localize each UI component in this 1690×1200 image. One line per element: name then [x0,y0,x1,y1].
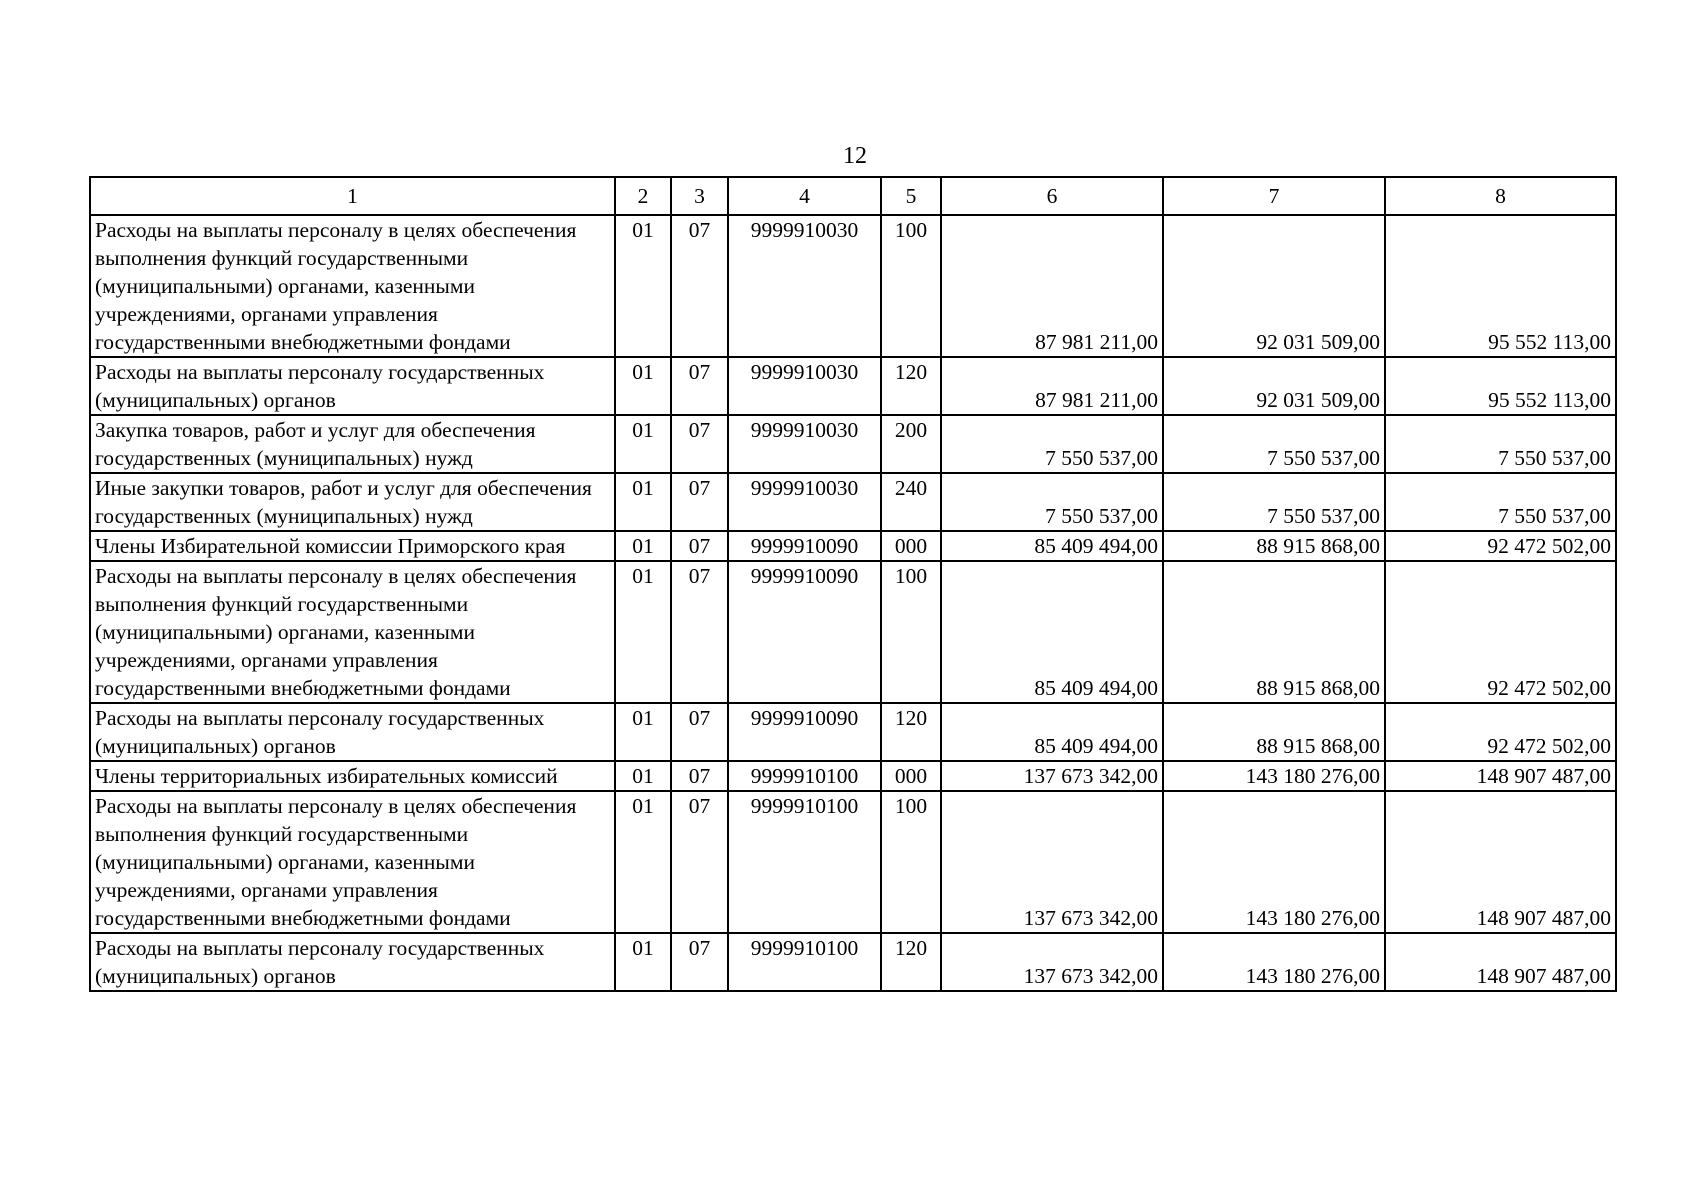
amount-cell: 92 472 502,00 [1385,561,1616,703]
column-header: 8 [1385,177,1616,215]
subsection-code-cell: 07 [671,561,728,703]
amount-cell: 7 550 537,00 [941,473,1163,531]
expense-type-cell: 000 [881,531,941,561]
target-code-cell: 9999910100 [728,761,881,791]
table-row [90,703,1616,761]
subsection-code-cell: 07 [671,703,728,761]
column-header: 6 [941,177,1163,215]
target-code-cell: 9999910030 [728,473,881,531]
table-row [90,215,1616,357]
amount-cell: 95 552 113,00 [1385,215,1616,357]
table-row [90,561,1616,703]
page-number: 12 [843,143,867,169]
row-name-cell: Расходы на выплаты персоналу в целях обеспечения выполнения функций государственными (муниципальными) органами, казенными учреждениями, органами управления государственными внебюджетными фондами [90,561,615,703]
subsection-code-cell: 07 [671,357,728,415]
amount-cell: 148 907 487,00 [1385,761,1616,791]
table-row [90,933,1616,991]
column-header: 5 [881,177,941,215]
subsection-code-cell: 07 [671,415,728,473]
section-code-cell: 01 [615,791,671,933]
expense-type-cell: 120 [881,703,941,761]
amount-cell: 92 031 509,00 [1163,357,1385,415]
column-header: 3 [671,177,728,215]
row-name-cell: Расходы на выплаты персоналу государственных (муниципальных) органов [90,703,615,761]
table-row [90,415,1616,473]
amount-cell: 92 472 502,00 [1385,703,1616,761]
column-header: 2 [615,177,671,215]
amount-cell: 88 915 868,00 [1163,531,1385,561]
amount-cell: 7 550 537,00 [1385,415,1616,473]
section-code-cell: 01 [615,761,671,791]
subsection-code-cell: 07 [671,531,728,561]
expense-type-cell: 000 [881,761,941,791]
section-code-cell: 01 [615,357,671,415]
row-name-cell: Закупка товаров, работ и услуг для обеспечения государственных (муниципальных) нужд [90,415,615,473]
target-code-cell: 9999910090 [728,531,881,561]
column-header: 4 [728,177,881,215]
target-code-cell: 9999910030 [728,215,881,357]
target-code-cell: 9999910100 [728,791,881,933]
row-name-cell: Расходы на выплаты персоналу в целях обеспечения выполнения функций государственными (муниципальными) органами, казенными учреждениями, органами управления государственными внебюджетными фондами [90,215,615,357]
subsection-code-cell: 07 [671,791,728,933]
subsection-code-cell: 07 [671,215,728,357]
row-name-cell: Расходы на выплаты персоналу в целях обеспечения выполнения функций государственными (муниципальными) органами, казенными учреждениями, органами управления государственными внебюджетными фондами [90,791,615,933]
table-row [90,791,1616,933]
amount-cell: 88 915 868,00 [1163,561,1385,703]
target-code-cell: 9999910030 [728,357,881,415]
budget-table [89,176,1617,992]
amount-cell: 85 409 494,00 [941,531,1163,561]
amount-cell: 7 550 537,00 [1163,415,1385,473]
expense-type-cell: 120 [881,357,941,415]
row-name-cell: Члены территориальных избирательных комиссий [90,761,615,791]
amount-cell: 143 180 276,00 [1163,933,1385,991]
section-code-cell: 01 [615,415,671,473]
amount-cell: 7 550 537,00 [1163,473,1385,531]
target-code-cell: 9999910090 [728,703,881,761]
amount-cell: 137 673 342,00 [941,791,1163,933]
row-name-cell: Иные закупки товаров, работ и услуг для обеспечения государственных (муниципальных) нужд [90,473,615,531]
amount-cell: 143 180 276,00 [1163,791,1385,933]
table-header-row [90,177,1616,215]
amount-cell: 95 552 113,00 [1385,357,1616,415]
section-code-cell: 01 [615,561,671,703]
row-name-cell: Расходы на выплаты персоналу государственных (муниципальных) органов [90,933,615,991]
subsection-code-cell: 07 [671,761,728,791]
section-code-cell: 01 [615,473,671,531]
section-code-cell: 01 [615,531,671,561]
column-header: 7 [1163,177,1385,215]
amount-cell: 148 907 487,00 [1385,791,1616,933]
row-name-cell: Члены Избирательной комиссии Приморского края [90,531,615,561]
expense-type-cell: 240 [881,473,941,531]
section-code-cell: 01 [615,215,671,357]
table-row [90,473,1616,531]
table-row [90,761,1616,791]
expense-type-cell: 100 [881,561,941,703]
table-row [90,357,1616,415]
expense-type-cell: 200 [881,415,941,473]
amount-cell: 7 550 537,00 [941,415,1163,473]
expense-type-cell: 120 [881,933,941,991]
amount-cell: 85 409 494,00 [941,561,1163,703]
section-code-cell: 01 [615,933,671,991]
amount-cell: 143 180 276,00 [1163,761,1385,791]
amount-cell: 87 981 211,00 [941,215,1163,357]
column-header: 1 [90,177,615,215]
amount-cell: 137 673 342,00 [941,933,1163,991]
amount-cell: 92 472 502,00 [1385,531,1616,561]
amount-cell: 88 915 868,00 [1163,703,1385,761]
amount-cell: 148 907 487,00 [1385,933,1616,991]
amount-cell: 85 409 494,00 [941,703,1163,761]
amount-cell: 92 031 509,00 [1163,215,1385,357]
subsection-code-cell: 07 [671,933,728,991]
amount-cell: 7 550 537,00 [1385,473,1616,531]
amount-cell: 87 981 211,00 [941,357,1163,415]
row-name-cell: Расходы на выплаты персоналу государственных (муниципальных) органов [90,357,615,415]
expense-type-cell: 100 [881,215,941,357]
table-row [90,531,1616,561]
target-code-cell: 9999910100 [728,933,881,991]
expense-type-cell: 100 [881,791,941,933]
section-code-cell: 01 [615,703,671,761]
target-code-cell: 9999910090 [728,561,881,703]
subsection-code-cell: 07 [671,473,728,531]
target-code-cell: 9999910030 [728,415,881,473]
amount-cell: 137 673 342,00 [941,761,1163,791]
